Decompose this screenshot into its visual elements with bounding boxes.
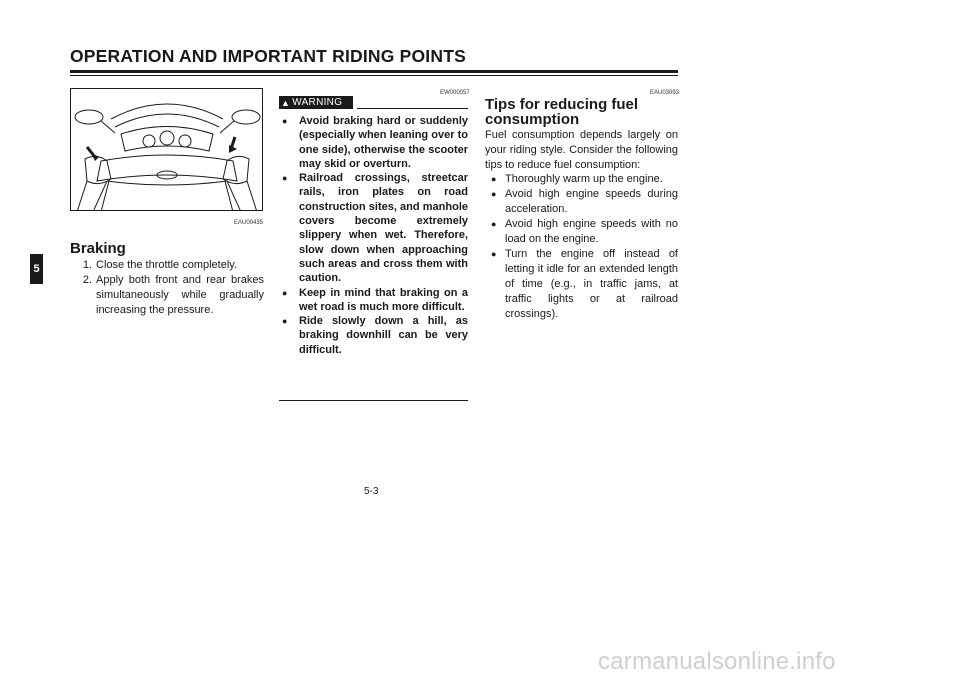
step-text: Apply both front and rear brakes simultaneously while gradually increasing the pressure. xyxy=(96,274,264,316)
braking-illustration xyxy=(70,88,263,211)
warning-triangle-icon: ▲ xyxy=(281,97,291,108)
bullet-icon: ● xyxy=(491,219,497,229)
watermark-link[interactable]: carmanualsonline.info xyxy=(598,648,836,675)
bullet-icon: ● xyxy=(491,174,497,184)
warning-bottom-rule xyxy=(279,400,468,401)
step-number: 1. xyxy=(82,259,92,271)
bullet-icon: ● xyxy=(282,116,288,126)
braking-heading: Braking xyxy=(70,240,126,257)
list-item xyxy=(279,171,468,285)
header-rule xyxy=(70,70,678,73)
warning-item-text: Keep in mind that braking on a wet road is much more difficult. xyxy=(299,286,468,313)
tip-text: Avoid high engine speeds during acceleration. xyxy=(505,188,678,215)
page-title: OPERATION AND IMPORTANT RIDING POINTS xyxy=(70,46,466,66)
list-item xyxy=(485,187,678,217)
list-item xyxy=(279,114,468,171)
tips-heading: Tips for reducing fuel consumption xyxy=(485,96,639,128)
handlebar-drawing xyxy=(71,89,263,211)
braking-steps xyxy=(70,258,264,318)
list-item xyxy=(485,172,678,187)
bullet-icon: ● xyxy=(491,249,497,259)
page-number: 5-3 xyxy=(364,486,379,497)
warning-rule xyxy=(357,108,468,109)
list-item xyxy=(485,217,678,247)
bullet-icon: ● xyxy=(282,316,288,327)
tips-list xyxy=(485,172,678,322)
step-text: Close the throttle completely. xyxy=(96,259,238,271)
chapter-tab[interactable]: 5 xyxy=(30,254,43,284)
step-number: 2. xyxy=(82,274,92,286)
warning-badge xyxy=(279,96,353,109)
bullet-icon: ● xyxy=(282,287,288,298)
tips-intro: Fuel consumption depends largely on your riding style. Consider the following tips to reduce fuel consumption: xyxy=(485,129,678,171)
warning-label: WARNING xyxy=(292,97,343,108)
list-item xyxy=(70,273,264,318)
tip-text: Avoid high engine speeds with no load on the engine. xyxy=(505,218,678,245)
warning-item-text: Railroad crossings, streetcar rails, iron plates on road construction sites, and manhole covers become extremely slippery when wet. Therefore, slow down when approaching such areas and cross them with caution. xyxy=(299,172,468,285)
tips-code: EAU03093 xyxy=(650,90,680,96)
tip-text: Turn the engine off instead of letting it idle for an extended length of time (e.g., in traffic jams, at traffic lights or at railroad crossings). xyxy=(505,248,678,320)
warning-code: EW000057 xyxy=(440,90,470,96)
header-rule-thin xyxy=(70,75,678,76)
warning-list xyxy=(279,114,468,357)
list-item xyxy=(70,258,264,273)
warning-item-text: Avoid braking hard or suddenly (especially when leaning over to one side), otherwise the scooter may skid or overturn. xyxy=(299,115,468,170)
tip-text: Thoroughly warm up the engine. xyxy=(505,173,663,185)
bullet-icon: ● xyxy=(491,189,497,199)
list-item xyxy=(279,286,468,315)
warning-item-text: Ride slowly down a hill, as braking downhill can be very difficult. xyxy=(299,315,468,356)
braking-code: EAU00435 xyxy=(234,220,264,226)
list-item xyxy=(485,247,678,322)
bullet-icon: ● xyxy=(282,173,288,184)
list-item xyxy=(279,314,468,357)
